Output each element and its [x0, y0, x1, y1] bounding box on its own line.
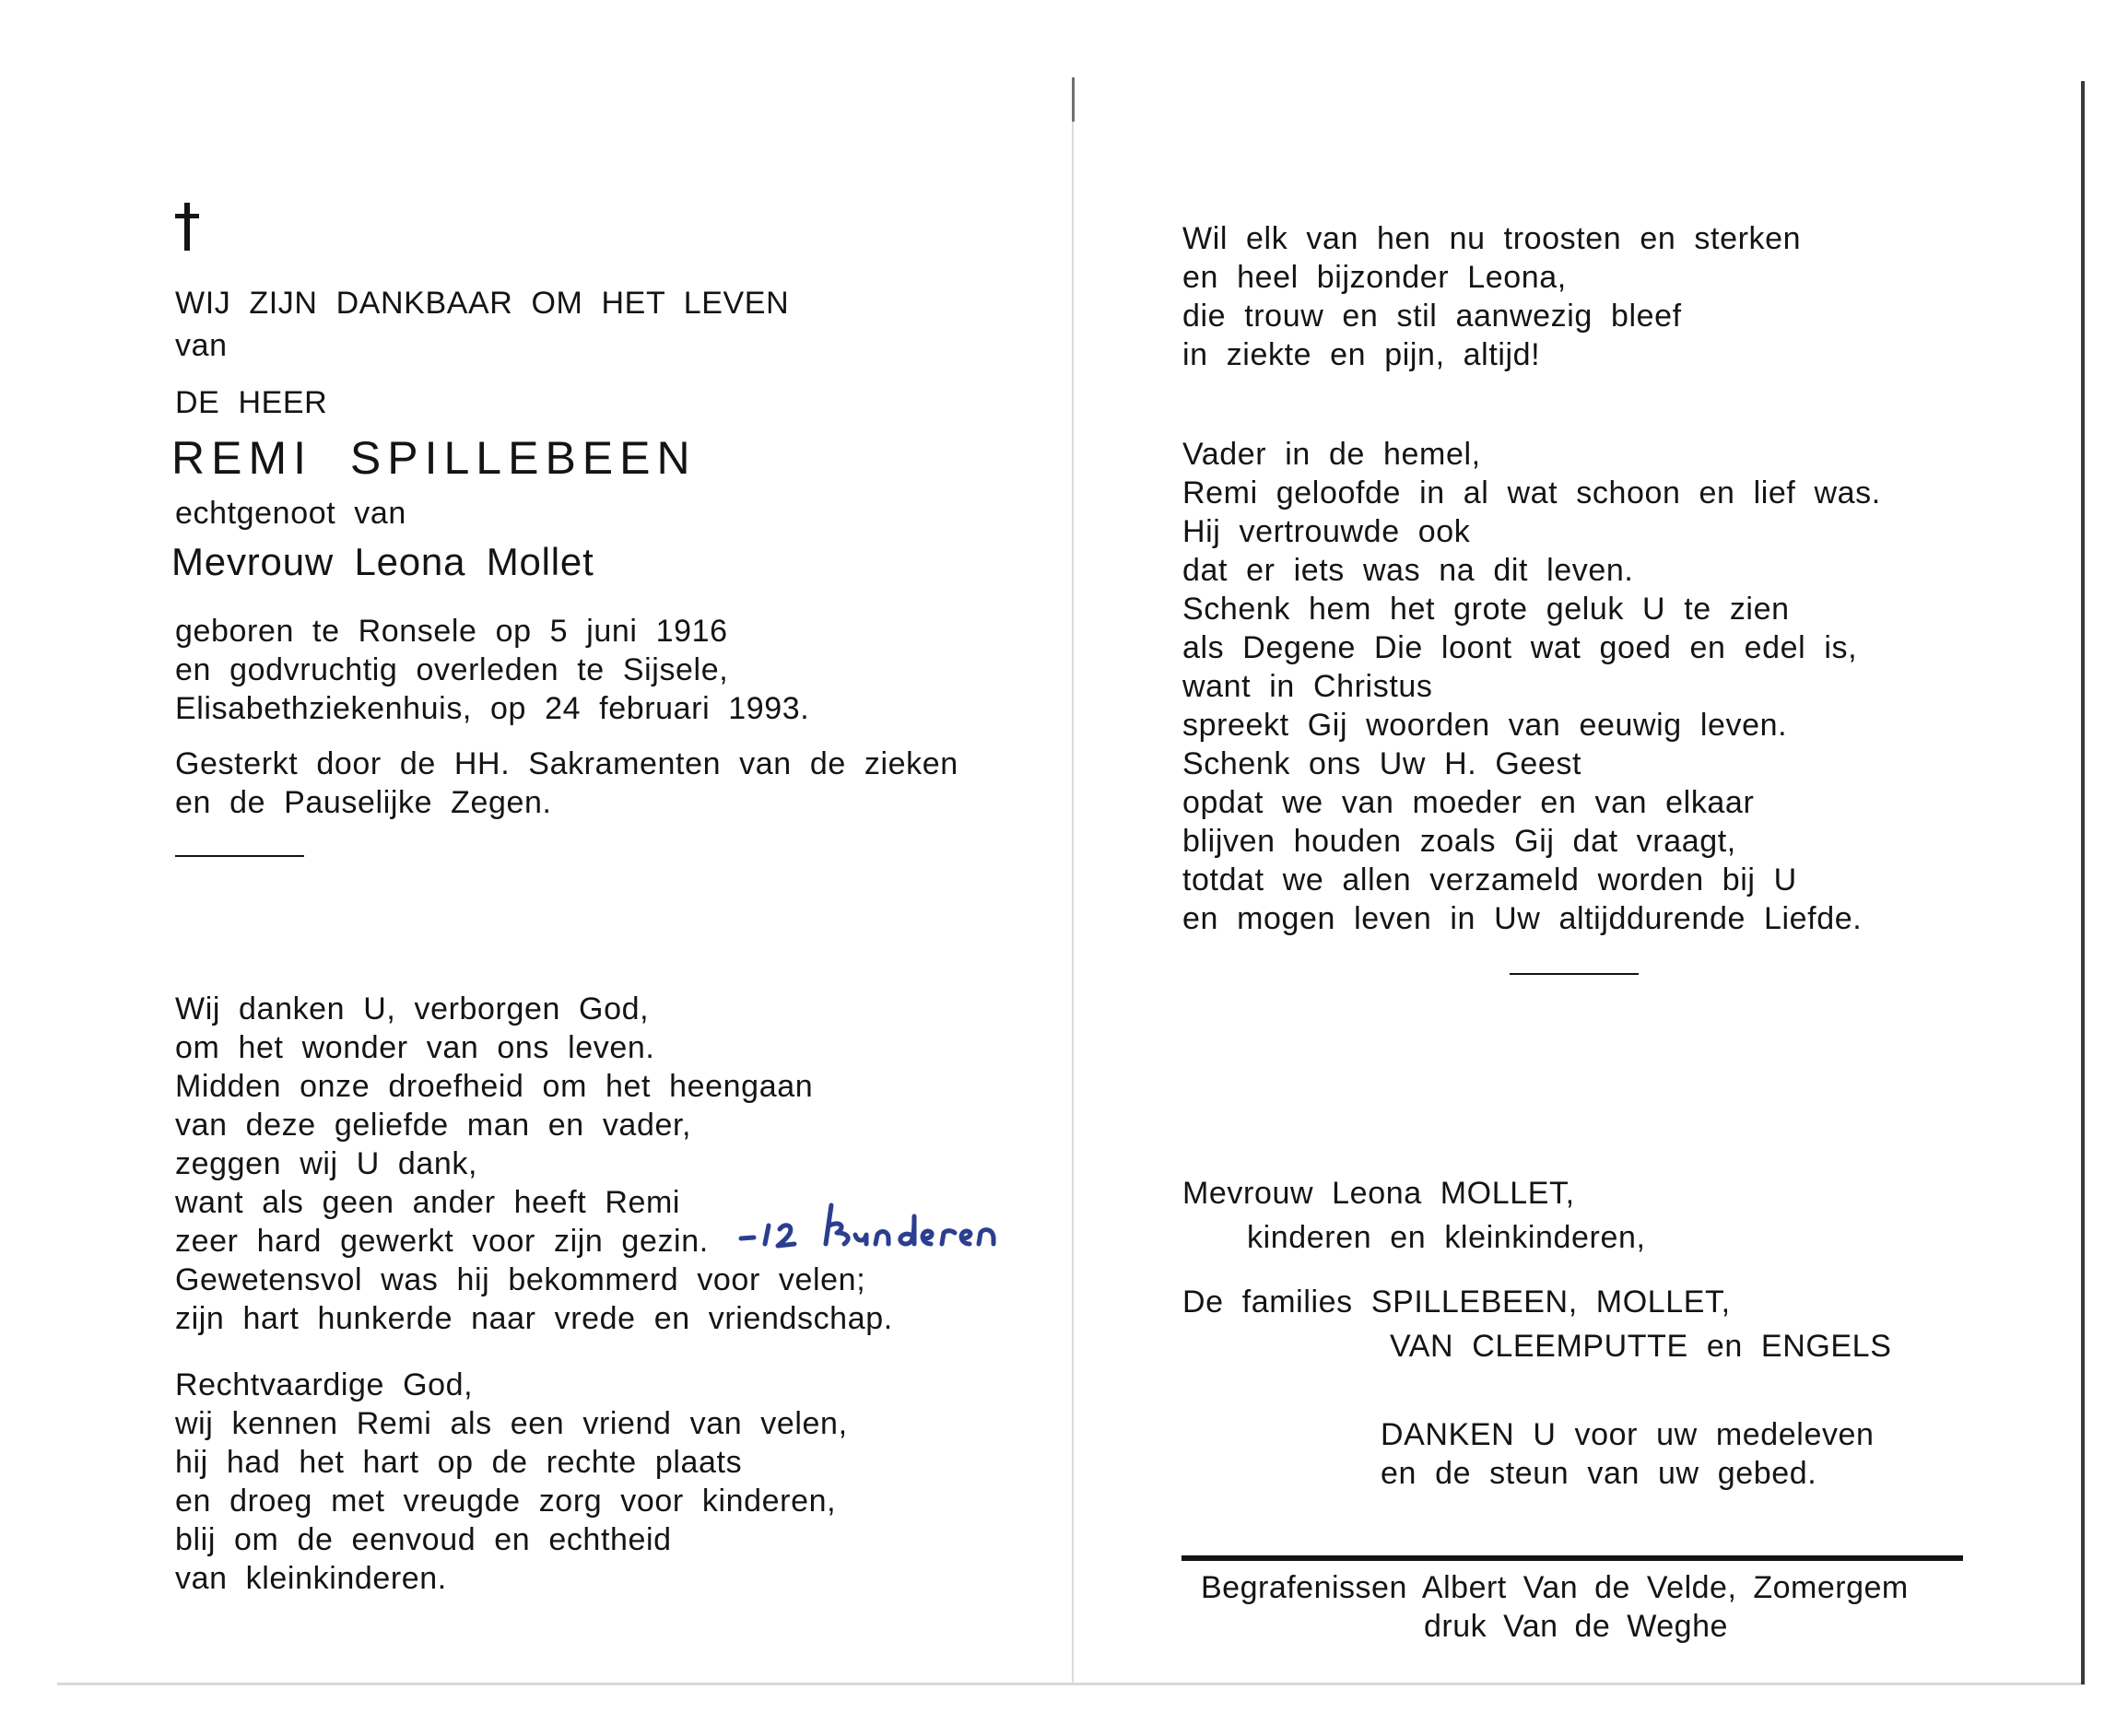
prayer-line: blijven houden zoals Gij dat vraagt, [1182, 824, 1736, 859]
prayer-line: Midden onze droefheid om het heengaan [175, 1069, 814, 1104]
cross-vertical-bar [184, 203, 190, 251]
prayer-line: Wil elk van hen nu troosten en sterken [1182, 221, 1802, 256]
prayer-line: wij kennen Remi als een vriend van velen, [175, 1406, 848, 1441]
family-line: Mevrouw Leona MOLLET, [1182, 1176, 1575, 1211]
family-line: kinderen en kleinkinderen, [1247, 1220, 1646, 1255]
prayer-line: totdat we allen verzameld worden bij U [1182, 862, 1797, 897]
prayer-line: van deze geliefde man en vader, [175, 1108, 692, 1143]
prayer-line: want als geen ander heeft Remi [175, 1185, 681, 1220]
death-line: en godvruchtig overleden te Sijsele, [175, 652, 729, 687]
prayer-line: die trouw en stil aanwezig bleef [1182, 299, 1682, 334]
divider [175, 855, 304, 857]
prayer-line: Schenk ons Uw H. Geest [1182, 746, 1582, 781]
card-shadow-bottom [57, 1683, 2085, 1685]
prayer-line: Gewetensvol was hij bekommerd voor velen; [175, 1262, 866, 1297]
fold-line [1072, 81, 1074, 1684]
thanks-line: DANKEN U voor uw medeleven [1381, 1417, 1875, 1452]
card-edge-right [2081, 81, 2085, 1684]
family-line: VAN CLEEMPUTTE en ENGELS [1390, 1329, 1892, 1364]
printer-divider [1182, 1555, 1963, 1561]
prayer-line: van kleinkinderen. [175, 1561, 447, 1596]
family-line: De families SPILLEBEEN, MOLLET, [1182, 1284, 1731, 1320]
prayer-line: en droeg met vreugde zorg voor kinderen, [175, 1484, 837, 1519]
prayer-line: Remi geloofde in al wat schoon en lief was. [1182, 475, 1881, 510]
prayer-line: en mogen leven in Uw altijddurende Liefde. [1182, 901, 1863, 936]
thanks-line: en de steun van uw gebed. [1381, 1456, 1817, 1491]
divider [1510, 973, 1639, 975]
prayer-line: opdat we van moeder en van elkaar [1182, 785, 1755, 820]
prayer-line: zeggen wij U dank, [175, 1146, 478, 1181]
prayer-line: blij om de eenvoud en echtheid [175, 1522, 672, 1557]
prayer-line: Hij vertrouwde ook [1182, 514, 1471, 549]
deceased-name: REMI SPILLEBEEN [171, 432, 697, 484]
prayer-line: zijn hart hunkerde naar vrede en vriendschap. [175, 1301, 893, 1336]
prayer-line: om het wonder van ons leven. [175, 1030, 655, 1065]
van-text: van [175, 328, 228, 363]
printer-line: Begrafenissen Albert Van de Velde, Zomergem [1201, 1570, 1909, 1605]
prayer-line: Schenk hem het grote geluk U te zien [1182, 592, 1790, 627]
sacrament-line: Gesterkt door de HH. Sakramenten van de zieken [175, 746, 958, 781]
prayer-line: dat er iets was na dit leven. [1182, 553, 1634, 588]
prayer-line: want in Christus [1182, 669, 1433, 704]
prayer-line: als Degene Die loont wat goed en edel is, [1182, 630, 1858, 665]
intro-text: WIJ ZIJN DANKBAAR OM HET LEVEN [175, 286, 790, 321]
fold-mark [1072, 77, 1075, 122]
death-place-line: Elisabethziekenhuis, op 24 februari 1993. [175, 691, 810, 726]
birth-line: geboren te Ronsele op 5 juni 1916 [175, 614, 728, 649]
prayer-line: Vader in de hemel, [1182, 437, 1481, 472]
prayer-line: hij had het hart op de rechte plaats [175, 1445, 743, 1480]
prayer-line: Wij danken U, verborgen God, [175, 991, 650, 1026]
spouse-label: echtgenoot van [175, 496, 406, 531]
prayer-line: in ziekte en pijn, altijd! [1182, 337, 1541, 372]
prayer-line: spreekt Gij woorden van eeuwig leven. [1182, 708, 1788, 743]
cross-icon [171, 203, 203, 251]
prayer-line: en heel bijzonder Leona, [1182, 260, 1567, 295]
prayer-line: zeer hard gewerkt voor zijn gezin. [175, 1224, 709, 1259]
printer-line: druk Van de Weghe [1424, 1609, 1728, 1644]
cross-horizontal-bar [175, 214, 199, 218]
spouse-name: Mevrouw Leona Mollet [171, 540, 594, 583]
handwritten-note [737, 1198, 1051, 1253]
prayer-line: Rechtvaardige God, [175, 1367, 474, 1402]
title-text: DE HEER [175, 385, 328, 420]
sacrament-line: en de Pauselijke Zegen. [175, 785, 552, 820]
